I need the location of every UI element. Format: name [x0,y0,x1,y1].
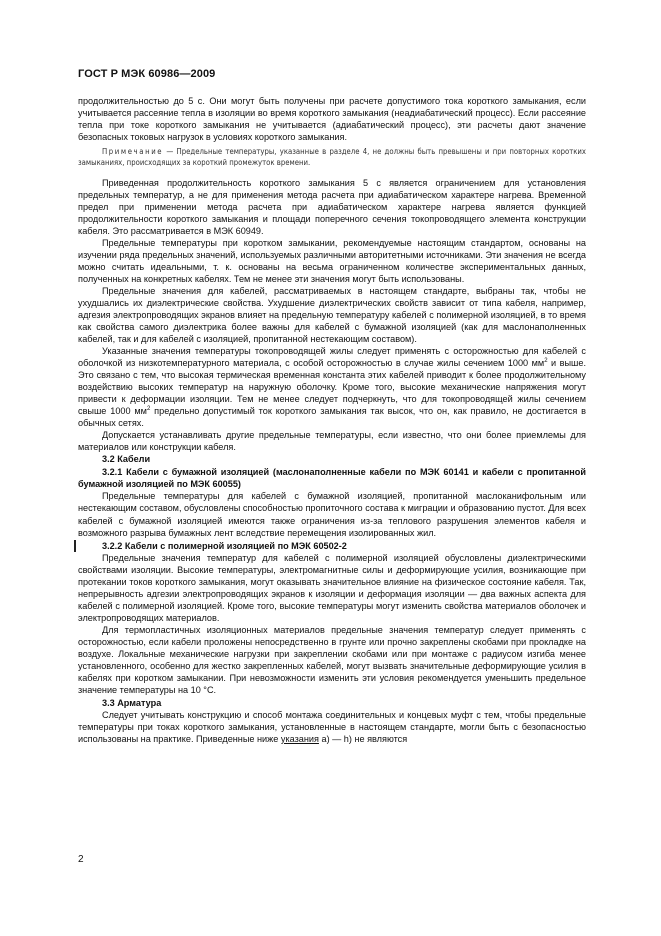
paragraph-continued: продолжительностью до 5 с. Они могут быть получены при расчете допустимого тока короткого замыкания, если учитывается рассеяние тепла в изоляции во время короткого замыкания (неадиабатический процесс). Если рассеяние тепла при токе короткого замыкания не учитывается (адиабатический процесс), эти расчеты дают значение безопасных токовых нагрузок в условиях короткого замыкания. [78,96,586,143]
paragraph-polymer-insulation: Предельные значения температур для кабелей с полимерной изоляцией обусловлены диэлектрическими свойствами изоляции. Высокие температуры, электромагнитные силы и деформирующие усилия, возникающие при протекании токов короткого замыкания, могут оказывать значительное влияние на физическое состояние кабеля. Так, непрерывность адгезии электропроводящих экранов к изоляции и деформация изоляции — два важных аспекта для кабелей с полимерной изоляцией. Кроме того, высокие температуры могут изменить свойства материалов оболочек и электропроводящих материалов. [78,552,586,623]
section-heading-3-3: 3.3 Арматура [102,697,162,708]
note-label: Примечание [102,147,164,157]
section-heading-3-2-1: 3.2.1 Кабели с бумажной изоляцией (маслонаполненные кабели по МЭК 60141 и кабели с пропитанной бумажной изоляцией по МЭК 60055) [78,467,586,490]
standard-header: ГОСТ Р МЭК 60986—2009 [78,68,216,80]
page-number: 2 [78,854,84,865]
text-segment: и выше. Это связано с тем, что высокая термическая временная константа этих кабелей приводит к более продолжительному воздействию высоких температур на наружную оболочку. Кроме того, высокие механические напряжения могут привести к деформации изоляции. Тем не менее следует подчеркнуть, что для токопроводящей жилы сечением свыше 1000 мм [78,358,586,417]
superscript: 2 [146,406,151,413]
superscript: 2 [544,358,548,365]
paragraph-fittings [78,709,586,745]
text-segment: Указанные значения температуры токопроводящей жилы следует применять с осторожностью для кабелей с оболочкой из низкотемпературного материала, с особой осторожностью в случае жилы сечением 1000 мм [78,346,586,369]
paragraph-other-temperatures: Допускается устанавливать другие предельные температуры, если известно, что они более приемлемы для материалов или конструкции кабеля. [78,430,586,453]
section-heading-3-2: 3.2 Кабели [102,454,151,465]
paragraph-dielectric-properties: Предельные значения для кабелей, рассматриваемых в настоящем стандарте, выбраны так, чтобы не ухудшались их диэлектрические свойства. Ухудшение диэлектрических свойств зависит от типа кабеля, например, адгезия электропроводящих экранов влияет на предельную температуру кабелей с полимерной изоляцией, в то время как свойства самого диэлектрика более важны для кабелей с бумажной изоляцией (как для маслонаполненных кабелей, так и для кабелей с изоляцией, пропитанной нестекающим составом). [78,286,586,345]
text-segment: Следует учитывать конструкцию и способ монтажа соединительных и концевых муфт с тем, чтобы предельные температуры при токах короткого замыкания, установленные в настоящем стандарте, могли быть с безопасностью использованы на практике. Приведенные ниже [78,709,586,744]
text-segment: предельно допустимый ток короткого замыкания так высок, что он, как правило, не достигается в обычных сетях. [78,406,587,429]
note [78,146,586,168]
paragraph-thermoplastic: Для термопластичных изоляционных материалов предельные значения температур следует применять с осторожностью, если кабели проложены непосредственно в грунте или прочно закреплены скобами при прокладке на воздухе. Локальные механические нагрузки при закреплении скобами или при монтаже с радиусом изгиба менее установленного, особенно для жестко закрепленных кабелей, могут вызвать значительные деформирующие усилия в кабелях при коротком замыкании. При невозможности изменить эти условия рекомендуется уменьшить предельное значение температуры на 10 °С. [78,624,586,695]
paragraph-short-circuit-duration: Приведенная продолжительность короткого замыкания 5 с является ограничением для установления предельных температур, а не для применения метода расчета при адиабатическом характере нагрева. Временной предел при применении метода расчета при адиабатическом характере нагрева является функцией продолжительности короткого замыкания и площади поперечного сечения токопроводящего элемента конструкции кабеля. Это рассматривается в МЭК 60949. [78,178,586,237]
underlined-text: указания [280,733,319,744]
paragraph-paper-insulation: Предельные температуры для кабелей с бумажной изоляцией, пропитанной маслоканифольным или нестекающим составом, обусловлены способностью пропиточного состава к миграции и образованию пустот. Для всех кабелей с бумажной изоляцией имеются также ограничения из-за теплового разрушения элементов кабеля и возможного разрыва бумажных лент вследствие перемещения изолированных жил. [78,491,586,538]
section-heading-3-2-2: 3.2.2 Кабели с полимерной изоляцией по МЭК 60502-2 [74,540,586,552]
paragraph-limit-temperatures: Предельные температуры при коротком замыкании, рекомендуемые настоящим стандартом, основаны на изучении ряда предельных значений, используемых различными авторитетными источниками. Эти значения не всегда можно считать идеальными, т. к. основаны на весьма ограниченном количестве экспериментальных данных, полученных на конкретных кабелях. Тем не менее эти значения могут быть использованы. [78,238,586,285]
note-text: — Предельные температуры, указанные в разделе 4, не должны быть превышены и при повторных коротких замыканиях, происходящих за короткий промежуток времени. [78,147,586,168]
text-segment: а) — h) не являются [318,733,408,744]
body-text [78,95,586,745]
paragraph-conductor-temperature [78,345,586,429]
